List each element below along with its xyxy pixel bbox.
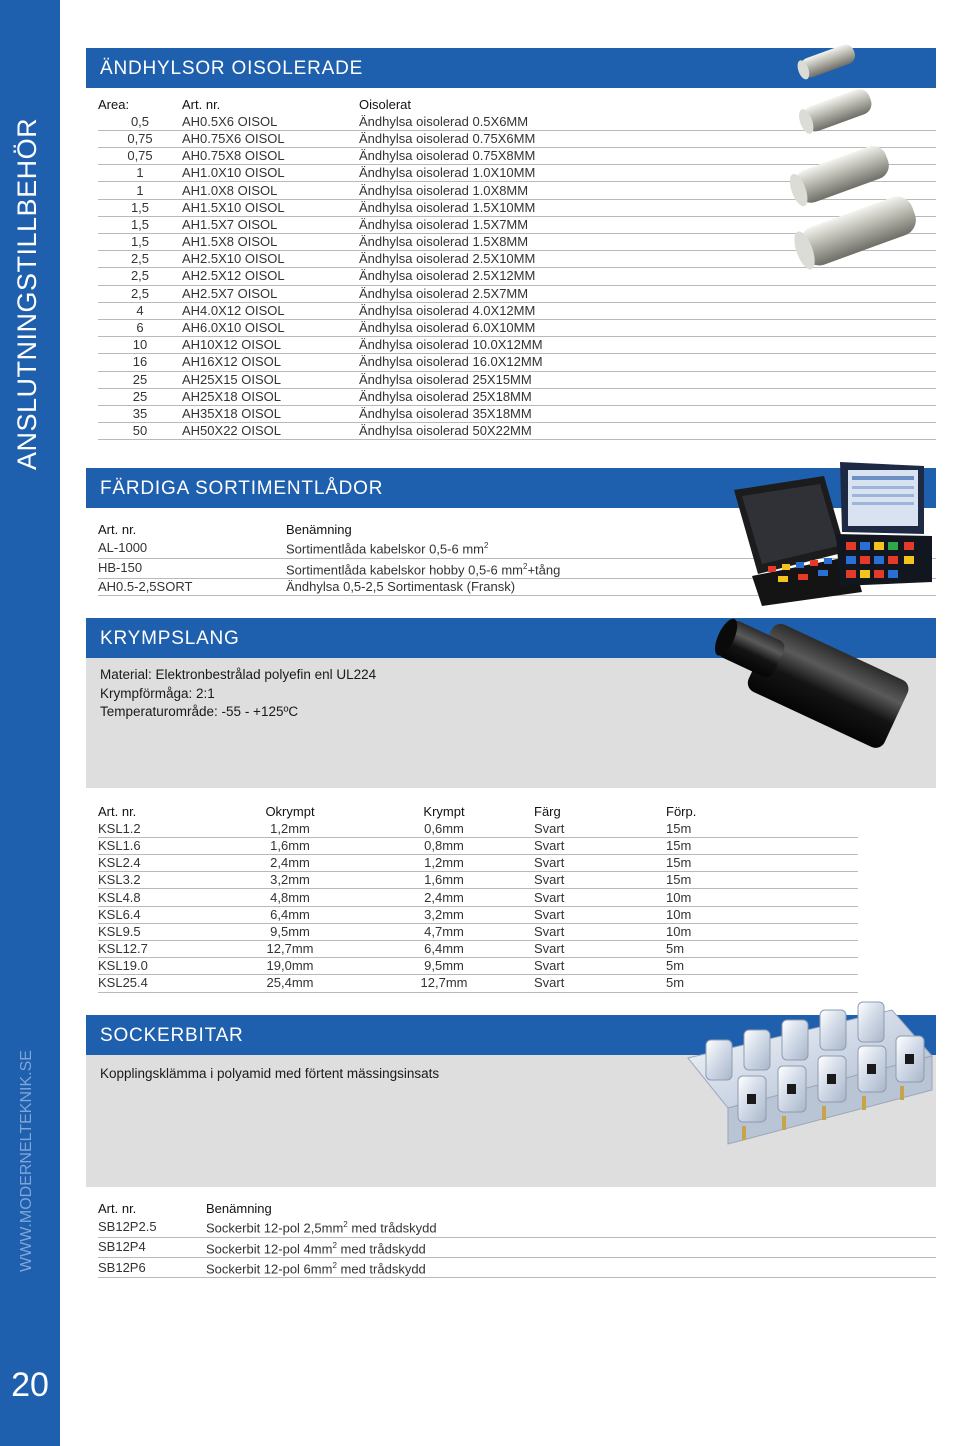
terminal-block-image [682,998,938,1148]
cell-art: SB12P6 [98,1257,206,1277]
table-cell: AH0.75X6 OISOL [182,130,359,147]
table-cell: AH1.5X7 OISOL [182,216,359,233]
section-header-andhylsor: ÄNDHYLSOR OISOLERADE [86,48,936,88]
table-cell: AH4.0X12 OISOL [182,302,359,319]
table-cell: Svart [516,958,666,975]
table-cell: 0,75 [98,130,182,147]
col-header-okrympt: Okrympt [265,803,315,819]
table-cell: Ändhylsa oisolerad 2.5X10MM [359,251,936,268]
table-row [98,872,858,889]
table-cell: KSL4.8 [98,889,208,906]
table-cell: 2,5 [98,268,182,285]
table-row [98,405,936,422]
table-cell: 5m [666,941,858,958]
table-cell: AH2.5X10 OISOL [182,251,359,268]
col-header-area: Area: [98,96,130,112]
table-cell: 15m [666,820,858,837]
table-row [98,958,858,975]
section-header-sortimentladar: FÄRDIGA SORTIMENTLÅDOR [86,468,936,508]
ferrule-4 [790,192,920,272]
table-cell: AH1.0X10 OISOL [182,165,359,182]
table-cell: KSL25.4 [98,975,208,992]
table-cell: Ändhylsa oisolerad 35X18MM [359,405,936,422]
col-header-farg: Färg [534,803,561,819]
table-cell: 1,6mm [372,872,516,889]
spec-material: Material: Elektronbestrålad polyefin enl UL224 [100,667,377,682]
table-cell: AH6.0X10 OISOL [182,319,359,336]
table-cell: Svart [516,820,666,837]
section-header-sockerbitar: SOCKERBITAR [86,1015,936,1055]
table-cell: AH2.5X7 OISOL [182,285,359,302]
table-row [98,855,858,872]
table-cell: 50 [98,423,182,440]
table-row [98,1237,936,1257]
table-row [98,975,858,992]
table-cell: AH0.5X6 OISOL [182,113,359,130]
ferrule-images [780,40,936,275]
table-cell: AH50X22 OISOL [182,423,359,440]
table-cell: AH1.5X10 OISOL [182,199,359,216]
cell-name: Ändhylsa 0,5-2,5 Sortimentask (Fransk) [286,578,936,595]
table-cell: 6,4mm [208,906,372,923]
table-cell: 6,4mm [372,941,516,958]
table-cell: Ändhylsa oisolerad 1.0X8MM [359,182,936,199]
table-cell: Svart [516,923,666,940]
table-cell: 1,5 [98,216,182,233]
table-row [98,906,858,923]
table-cell: 0,8mm [372,837,516,854]
case-open-blue [836,462,932,586]
table-cell: 10m [666,889,858,906]
table-cell: Ändhylsa oisolerad 2.5X12MM [359,268,936,285]
table-cell: 19,0mm [208,958,372,975]
table-cell: 12,7mm [208,941,372,958]
table-cell: AH35X18 OISOL [182,405,359,422]
table-row [98,1217,936,1237]
table-cell: 5m [666,958,858,975]
spec-temperature: Temperaturområde: -55 - +125ºC [100,704,299,719]
ferrule-1 [795,42,857,81]
table-cell: 10m [666,906,858,923]
table-cell: KSL2.4 [98,855,208,872]
table-cell: Ändhylsa oisolerad 1.5X7MM [359,216,936,233]
cell-art: SB12P4 [98,1237,206,1257]
table-cell: 25 [98,388,182,405]
col-header-art: Art. nr. [98,1200,137,1216]
table-cell: 12,7mm [372,975,516,992]
table-cell: 2,4mm [208,855,372,872]
table-cell: 1,6mm [208,837,372,854]
table-cell: KSL6.4 [98,906,208,923]
table-cell: 35 [98,405,182,422]
table-cell: 16 [98,354,182,371]
table-row [98,423,936,440]
table-cell: KSL3.2 [98,872,208,889]
cell-name: Sortimentlåda kabelskor 0,5-6 $mm^2$ [286,538,936,558]
spec-list [100,666,376,722]
sidebar [0,0,60,1446]
table-cell: 3,2mm [372,906,516,923]
table-cell: Ändhylsa oisolerad 2.5X7MM [359,285,936,302]
krympslang-table [98,803,858,993]
table-cell: 5m [666,975,858,992]
table-cell: AH25X15 OISOL [182,371,359,388]
table-cell: 25,4mm [208,975,372,992]
table-row [98,941,858,958]
cell-name: Sockerbit 12-pol $4mm^2$ med trådskydd [206,1237,936,1257]
table-cell: Ändhylsa oisolerad 1.5X8MM [359,234,936,251]
table-cell: 2,5 [98,251,182,268]
table-cell: 3,2mm [208,872,372,889]
cell-name: Sockerbit 12-pol $2,5mm^2$ med trådskydd [206,1217,936,1237]
table-cell: Ändhylsa oisolerad 0.5X6MM [359,113,936,130]
col-header-forp: Förp. [666,803,697,819]
table-row [98,388,936,405]
table-cell: KSL9.5 [98,923,208,940]
table-cell: 1 [98,182,182,199]
table-cell: 0,75 [98,148,182,165]
table-cell: 4,8mm [208,889,372,906]
table-cell: Svart [516,872,666,889]
ferrule-2 [796,86,874,136]
category-title: ANSLUTNINGSTILLBEHÖR [12,117,42,470]
table-cell: 25 [98,371,182,388]
table-cell: Ändhylsa oisolerad 0.75X8MM [359,148,936,165]
table-cell: AH0.75X8 OISOL [182,148,359,165]
table-cell: Ändhylsa oisolerad 6.0X10MM [359,319,936,336]
table-cell: 1 [98,165,182,182]
table-cell: 6 [98,319,182,336]
table-cell: Svart [516,941,666,958]
table-cell: AH2.5X12 OISOL [182,268,359,285]
table-cell: Ändhylsa oisolerad 4.0X12MM [359,302,936,319]
table-cell: 9,5mm [372,958,516,975]
page-number: 20 [11,1366,49,1404]
table-cell: AH1.5X8 OISOL [182,234,359,251]
table-row [98,820,858,837]
col-header-art: Art. nr. [182,96,221,112]
table-row [98,302,936,319]
table-cell: 15m [666,855,858,872]
table-cell: 1,2mm [208,820,372,837]
table-cell: KSL1.2 [98,820,208,837]
table-row [98,923,858,940]
cell-name: Sortimentlåda kabelskor hobby 0,5-6 $mm^2+tång$ [286,558,936,578]
sockerbitar-table [98,1200,936,1278]
col-header-art: Art. nr. [98,803,137,819]
table-cell: 1,5 [98,234,182,251]
cell-name: Sockerbit 12-pol $6mm^2$ med trådskydd [206,1257,936,1277]
table-cell: 2,5 [98,285,182,302]
spec-ratio: Krympförmåga: 2:1 [100,685,215,701]
table-cell: KSL19.0 [98,958,208,975]
cell-art: AH0.5-2,5SORT [98,578,286,595]
table-row [98,337,936,354]
table-cell: Ändhylsa oisolerad 0.75X6MM [359,130,936,147]
col-header-benamning: Benämning [206,1200,272,1216]
table-cell: Svart [516,837,666,854]
table-cell: 10 [98,337,182,354]
table-cell: Svart [516,889,666,906]
table-cell: KSL1.6 [98,837,208,854]
table-row [98,1257,936,1277]
table-cell: AH10X12 OISOL [182,337,359,354]
table-cell: 1,5 [98,199,182,216]
table-cell: Ändhylsa oisolerad 1.5X10MM [359,199,936,216]
table-cell: 1,2mm [372,855,516,872]
table-row [98,371,936,388]
table-cell: 15m [666,872,858,889]
table-cell: Ändhylsa oisolerad 1.0X10MM [359,165,936,182]
table-row [98,354,936,371]
table-cell: Ändhylsa oisolerad 10.0X12MM [359,337,936,354]
table-row [98,837,858,854]
table-cell: Svart [516,855,666,872]
cell-art: HB-150 [98,558,286,578]
col-header-benamning: Benämning [286,521,352,537]
table-cell: 0,6mm [372,820,516,837]
ferrule-3 [786,142,893,208]
col-header-krympt: Krympt [423,803,465,819]
table-cell: Ändhylsa oisolerad 50X22MM [359,423,936,440]
table-cell: Ändhylsa oisolerad 25X15MM [359,371,936,388]
table-row [98,285,936,302]
table-cell: AH1.0X8 OISOL [182,182,359,199]
table-cell: Svart [516,975,666,992]
table-row [98,319,936,336]
table-cell: 4,7mm [372,923,516,940]
table-cell: Ändhylsa oisolerad 16.0X12MM [359,354,936,371]
website-url[interactable]: WWW.MODERNELTEKNIK.SE [18,1050,35,1272]
table-cell: Ändhylsa oisolerad 25X18MM [359,388,936,405]
table-cell: 15m [666,837,858,854]
table-cell: 2,4mm [372,889,516,906]
heat-shrink-tube-image [690,604,936,784]
sockerbitar-description: Kopplingsklämma i polyamid med förtent mässingsinsats [100,1066,440,1081]
table-cell: KSL12.7 [98,941,208,958]
table-cell: 10m [666,923,858,940]
table-cell: AH16X12 OISOL [182,354,359,371]
table-cell: AH25X18 OISOL [182,388,359,405]
col-header-art: Art. nr. [98,521,137,537]
assortment-box-images [728,456,938,606]
cell-art: AL-1000 [98,538,286,558]
table-cell: 4 [98,302,182,319]
table-cell: 0,5 [98,113,182,130]
table-cell: 9,5mm [208,923,372,940]
table-cell: Svart [516,906,666,923]
table-row [98,889,858,906]
cell-art: SB12P2.5 [98,1217,206,1237]
section-header-krympslang: KRYMPSLANG [86,618,936,658]
col-header-oisolerat: Oisolerat [359,96,412,112]
